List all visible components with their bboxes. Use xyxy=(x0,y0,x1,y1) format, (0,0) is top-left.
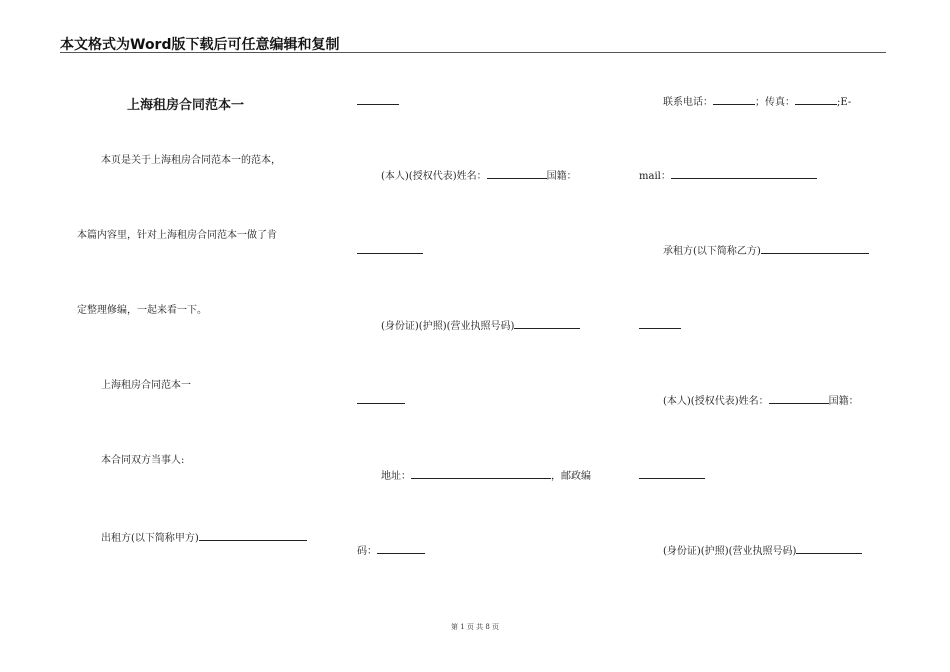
postcode-tail: ，邮政编 xyxy=(551,471,591,482)
tenant-name-line xyxy=(663,393,859,408)
tenant-nationality-label: 国籍： xyxy=(828,396,859,407)
landlord-email-line xyxy=(639,168,817,183)
landlord-id-line xyxy=(381,318,580,333)
mail-label: mail： xyxy=(639,171,671,182)
tenant-id-label: (身份证)(护照)(营业执照号码) xyxy=(663,546,797,557)
tenant-name-label: (本人)(授权代表)姓名： xyxy=(663,396,769,407)
phone-label: 联系电话： xyxy=(663,97,713,108)
document-title: 上海租房合同范本一 xyxy=(127,98,245,113)
postcode-label: 码： xyxy=(357,546,377,557)
postcode-blank xyxy=(377,543,425,554)
tenant-line xyxy=(663,243,869,258)
id-blank-cont xyxy=(357,403,405,404)
tenant-name-blank xyxy=(769,393,829,404)
intro-line-1: 本页是关于上海租房合同范本一的范本， xyxy=(101,155,281,166)
name-label: (本人)(授权代表)姓名： xyxy=(381,171,487,182)
id-label: (身份证)(护照)(营业执照号码) xyxy=(381,321,515,332)
id-blank xyxy=(514,318,580,329)
landlord-postcode-line xyxy=(357,543,425,558)
mail-blank xyxy=(671,168,817,179)
header-divider xyxy=(60,52,886,53)
intro-line-2: 本篇内容里，针对上海租房合同范本一做了肯 xyxy=(77,230,277,241)
intro-line-3: 定整理修编，一起来看一下。 xyxy=(77,305,207,316)
section-title: 上海租房合同范本一 xyxy=(101,380,191,391)
fax-label: ；传真： xyxy=(755,97,795,108)
parties-label: 本合同双方当事人: xyxy=(101,455,185,466)
tenant-nationality-blank xyxy=(639,478,705,479)
page-footer: 第 1 页 共 8 页 xyxy=(450,623,500,631)
nationality-blank xyxy=(357,253,423,254)
address-blank xyxy=(411,468,551,479)
nationality-label: 国籍： xyxy=(546,171,577,182)
landlord-address-line xyxy=(381,468,591,483)
landlord-label: 出租方(以下简称甲方) xyxy=(101,533,199,544)
address-label: 地址： xyxy=(381,471,411,482)
email-prefix: ;E- xyxy=(837,97,852,108)
landlord-contact-line xyxy=(663,94,851,109)
document-header: 本文格式为Word版下载后可任意编辑和复制 xyxy=(60,37,340,53)
tenant-id-blank xyxy=(796,543,862,554)
fax-blank xyxy=(795,94,837,105)
blank-line xyxy=(357,104,399,105)
phone-blank xyxy=(713,94,755,105)
tenant-blank-cont xyxy=(639,328,681,329)
landlord-blank xyxy=(199,530,307,541)
name-blank xyxy=(487,168,547,179)
tenant-blank xyxy=(761,243,869,254)
tenant-id-line xyxy=(663,543,862,558)
landlord-name-line xyxy=(381,168,577,183)
landlord-line xyxy=(101,530,307,545)
tenant-label: 承租方(以下简称乙方) xyxy=(663,246,761,257)
